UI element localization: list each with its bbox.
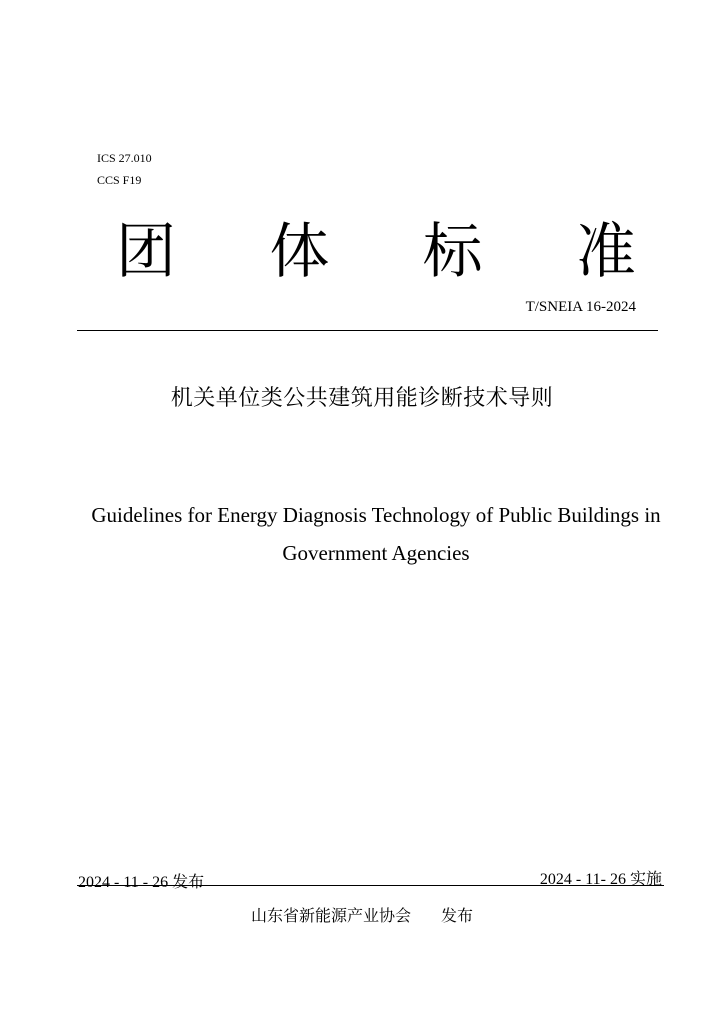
title-chinese: 机关单位类公共建筑用能诊断技术导则: [170, 386, 554, 411]
publisher-action: 发布: [441, 906, 474, 925]
heading-char: 标: [422, 217, 483, 287]
publisher-org: 山东省新能源产业协会: [250, 906, 411, 925]
publish-date: 2024 - 11 - 26 发布: [78, 874, 205, 891]
title-english-line: Government Agencies: [282, 541, 470, 565]
bottom-divider: [77, 885, 664, 886]
publisher-line: [0, 903, 724, 926]
heading-char: 团: [116, 217, 176, 287]
ics-code: ICS 27.010: [97, 151, 152, 165]
title-english: [62, 496, 690, 572]
title-english-line: Guidelines for Energy Diagnosis Technology of Public Buildings in: [91, 503, 661, 527]
heading-char: 体: [269, 217, 330, 287]
standard-type-heading: [116, 214, 636, 290]
ccs-code: CCS F19: [97, 173, 142, 187]
heading-char: 准: [575, 217, 636, 287]
top-divider: [77, 330, 658, 331]
implement-date: 2024 - 11- 26 实施: [539, 871, 662, 888]
standard-number: T/SNEIA 16-2024: [525, 299, 636, 315]
classification-codes: [97, 147, 152, 191]
